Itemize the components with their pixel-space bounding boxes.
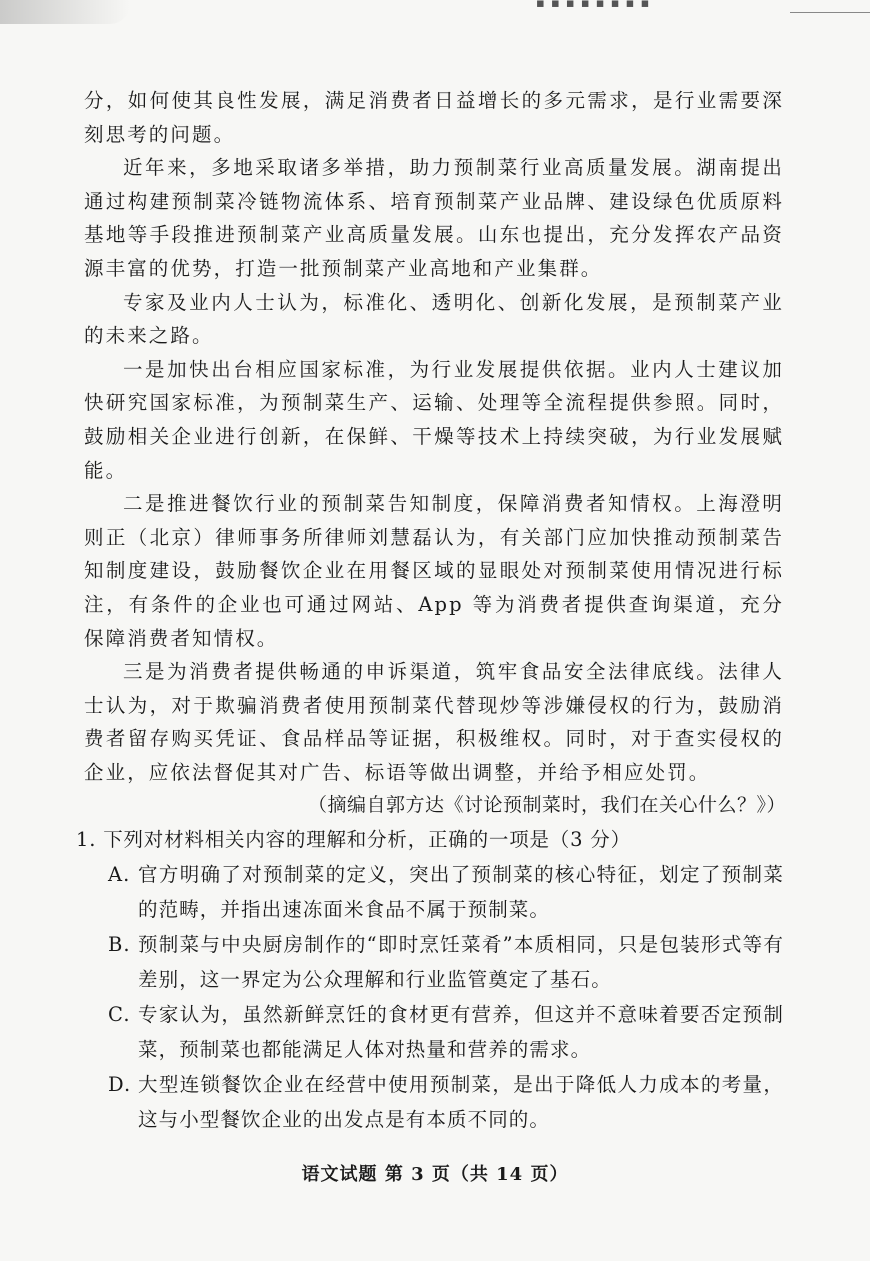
paragraph-3: 专家及业内人士认为，标准化、透明化、创新化发展，是预制菜产业的未来之路。 <box>84 290 784 348</box>
option-d <box>84 1067 784 1137</box>
header-rule <box>790 12 870 13</box>
source-citation: （摘编自郭方达《讨论预制菜时，我们在关心什么？》） <box>307 794 786 817</box>
option-a-label: A. <box>108 862 131 886</box>
scan-smudge <box>0 0 130 24</box>
option-d-text: 大型连锁餐饮企业在经营中使用预制菜，是出于降低人力成本的考量，这与小型餐饮企业的出发点是有本质不同的。 <box>138 1072 784 1131</box>
question-block <box>76 823 784 1137</box>
paragraph-4: 一是加快出台相应国家标准，为行业发展提供依据。业内人士建议加快研究国家标准，为预制菜生产、运输、处理等全流程提供参照。同时，鼓励相关企业进行创新，在保鲜、干燥等技术上持续突破，为行业发展赋能。 <box>84 357 784 482</box>
article-body <box>76 84 786 1137</box>
option-b-text: 预制菜与中央厨房制作的“即时烹饪菜肴”本质相同，只是包装形式等有差别，这一界定为公众理解和行业监管奠定了基石。 <box>138 932 784 991</box>
page-footer: 语文试题 第 3 页（共 14 页） <box>301 1164 569 1185</box>
option-a-text: 官方明确了对预制菜的定义，突出了预制菜的核心特征，划定了预制菜的范畴，并指出速冻面米食品不属于预制菜。 <box>138 862 784 921</box>
option-a <box>84 857 784 927</box>
option-d-label: D. <box>108 1072 132 1096</box>
option-c-label: C. <box>108 1002 131 1026</box>
paragraph-2: 近年来，多地采取诸多举措，助力预制菜行业高质量发展。湖南提出通过构建预制菜冷链物流体系、培育预制菜产业品牌、建设绿色优质原料基地等手段推进预制菜产业高质量发展。山东也提出，充分发挥农产品资源丰富的优势，打造一批预制菜产业高地和产业集群。 <box>84 156 784 280</box>
option-b-label: B. <box>108 932 131 956</box>
paragraph-6: 三是为消费者提供畅通的申诉渠道，筑牢食品安全法律底线。法律人士认为，对于欺骗消费者使用预制菜代替现炒等涉嫌侵权的行为，鼓励消费者留存购买凭证、食品样品等证据，积极维权。同时，对于查实侵权的企业，应依法督促其对广告、标语等做出调整，并给予相应处罚。 <box>84 660 784 784</box>
option-b <box>84 927 784 997</box>
scan-artifact-top <box>0 0 870 28</box>
option-c-text: 专家认为，虽然新鲜烹饪的食材更有营养，但这并不意味着要否定预制菜，预制菜也都能满足人体对热量和营养的需求。 <box>138 1002 784 1061</box>
option-c <box>84 997 784 1067</box>
paragraph-5: 二是推进餐饮行业的预制菜告知制度，保障消费者知情权。上海澄明则正（北京）律师事务所律师刘慧磊认为，有关部门应加快推动预制菜告知制度建设，鼓励餐饮企业在用餐区域的显眼处对预制菜使用情况进行标注，有条件的企业也可通过网站、App 等为消费者提供查询渠道，充分保障消费者知情权。 <box>84 492 784 650</box>
question-stem: 1. 下列对材料相关内容的理解和分析，正确的一项是（3 分） <box>76 828 631 852</box>
header-fragment: ▪ ▪ ▪ ▪ ▪ ▪ ▪ ▪ <box>536 0 651 11</box>
paragraph-1: 分，如何使其良性发展，满足消费者日益增长的多元需求，是行业需要深刻思考的问题。 <box>84 89 784 146</box>
